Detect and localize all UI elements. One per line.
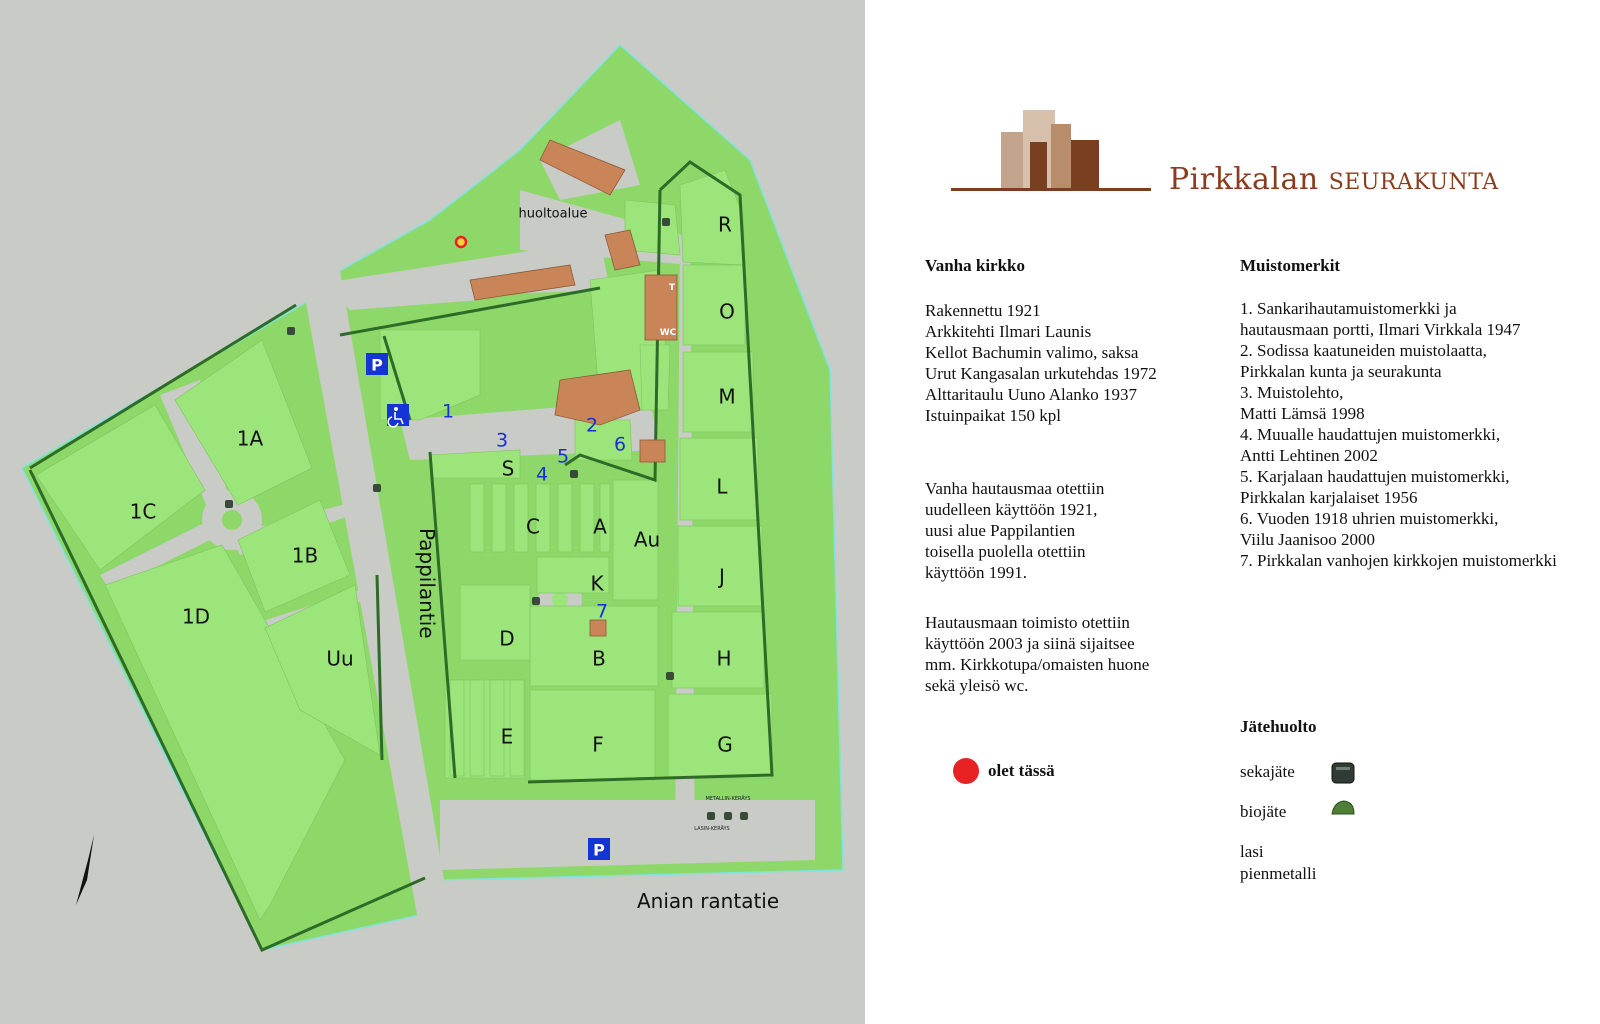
waste-bio-label: biojäte	[1240, 802, 1287, 821]
section-label-l: L	[716, 474, 728, 499]
metal-recycling-label: METALLIN-KERÄYS	[705, 796, 751, 802]
service-area-label: huoltoalue	[518, 206, 588, 222]
toilet-label: WC	[659, 328, 677, 338]
mixed-waste-bin-icon	[1330, 760, 1356, 786]
church-facts	[925, 300, 1157, 426]
church-history-line: toisella puolella otettiin	[925, 542, 1086, 561]
memorials-list	[1240, 298, 1557, 571]
section-label-1b: 1B	[291, 543, 319, 568]
church-office-line: Hautausmaan toimisto otettiin	[925, 613, 1130, 632]
section-label-g: G	[717, 732, 733, 757]
you-are-here-label: olet tässä	[988, 761, 1055, 780]
waste-mixed-label: sekajäte	[1240, 762, 1295, 781]
church-history-line: käyttöön 1991.	[925, 563, 1027, 582]
church-fact-line: Istuinpaikat 150 kpl	[925, 406, 1061, 425]
memorial-number-5: 5	[556, 445, 570, 468]
glass-recycling-label: LASIN-KERÄYS	[694, 826, 730, 832]
church-title: Vanha kirkko	[925, 256, 1026, 275]
svg-text:P: P	[371, 355, 383, 375]
church-fact-line: Alttaritaulu Uuno Alanko 1937	[925, 385, 1138, 404]
section-label-c: C	[526, 514, 540, 539]
section-label-m: M	[718, 384, 736, 409]
memorial-line: Antti Lehtinen 2002	[1240, 446, 1378, 465]
section-label-b: B	[592, 646, 606, 671]
memorial-line: Pirkkalan kunta ja seurakunta	[1240, 362, 1442, 381]
waste-title: Jätehuolto	[1240, 717, 1317, 736]
church-history-line: uusi alue Pappilantien	[925, 521, 1076, 540]
section-label-1d: 1D	[181, 604, 211, 629]
section-label-a: A	[593, 514, 607, 539]
memorial-line: 4. Muualle haudattujen muistomerkki,	[1240, 425, 1501, 444]
memorial-number-3: 3	[495, 429, 509, 452]
legend-panel	[865, 0, 1600, 1024]
church-history-line: Vanha hautausmaa otettiin	[925, 479, 1105, 498]
section-label-k: K	[590, 571, 604, 596]
section-label-1c: 1C	[129, 499, 157, 524]
section-label-1a: 1A	[236, 426, 264, 451]
church-fact-line: Kellot Bachumin valimo, saksa	[925, 343, 1139, 362]
memorial-line: 5. Karjalaan haudattujen muistomerkki,	[1240, 467, 1510, 486]
memorial-number-4: 4	[535, 463, 549, 486]
section-label-d: D	[499, 626, 515, 651]
brand-name	[1169, 162, 1499, 197]
church-history-line: uudelleen käyttöön 1921,	[925, 500, 1098, 519]
section-label-h: H	[716, 646, 732, 671]
memorial-number-2: 2	[585, 414, 599, 437]
memorial-line: hautausmaan portti, Ilmari Virkkala 1947	[1240, 320, 1521, 339]
memorial-line: 7. Pirkkalan vanhojen kirkkojen muistomerkki	[1240, 551, 1557, 570]
street-south-label: Anian rantatie	[637, 889, 780, 913]
section-label-o: O	[719, 299, 735, 324]
toilet-t-label: T	[668, 283, 676, 293]
you-are-here-marker	[456, 237, 466, 247]
section-label-uu: Uu	[326, 646, 354, 671]
parking-sign-north	[366, 353, 388, 375]
memorial-line: Viilu Jaanisoo 2000	[1240, 530, 1375, 549]
church-office-line: mm. Kirkkotupa/omaisten huone	[925, 655, 1150, 674]
church-office	[925, 612, 1149, 696]
section-label-au: Au	[633, 527, 661, 552]
church-fact-line: Arkkitehti Ilmari Launis	[925, 322, 1092, 341]
church-fact-line: Urut Kangasalan urkutehdas 1972	[925, 364, 1157, 383]
church-fact-line: Rakennettu 1921	[925, 301, 1041, 320]
section-label-s: S	[501, 456, 515, 481]
memorial-line: Pirkkalan karjalaiset 1956	[1240, 488, 1418, 507]
you-are-here-dot	[953, 758, 979, 784]
section-label-r: R	[718, 212, 732, 237]
parish-logo	[951, 110, 1151, 200]
section-label-j: J	[719, 564, 725, 589]
accessible-parking-icon	[387, 404, 409, 427]
street-main-label: Pappilantie	[415, 528, 439, 639]
waste-metal-label: pienmetalli	[1240, 864, 1317, 883]
memorials-title: Muistomerkit	[1240, 256, 1341, 275]
memorial-line: Matti Lämsä 1998	[1240, 404, 1365, 423]
memorial-line: 6. Vuoden 1918 uhrien muistomerkki,	[1240, 509, 1499, 528]
section-label-f: F	[592, 732, 604, 757]
north-arrow-icon	[76, 835, 94, 905]
memorial-line: 1. Sankarihautamuistomerkki ja	[1240, 299, 1457, 318]
memorial-line: 3. Muistolehto,	[1240, 383, 1344, 402]
svg-text:P: P	[593, 840, 605, 860]
section-label-e: E	[500, 724, 514, 749]
memorial-number-6: 6	[613, 433, 627, 456]
memorial-line: 2. Sodissa kaatuneiden muistolaatta,	[1240, 341, 1487, 360]
memorial-number-7: 7	[595, 600, 609, 623]
bio-waste-bin-icon	[1330, 798, 1356, 818]
brand-name-main: Pirkkalan	[1169, 162, 1319, 197]
church-history	[925, 478, 1104, 583]
waste-glass-label: lasi	[1240, 842, 1264, 861]
church-office-line: käyttöön 2003 ja siinä sijaitsee	[925, 634, 1135, 653]
memorial-number-1: 1	[441, 400, 455, 423]
church-office-line: sekä yleisö wc.	[925, 676, 1029, 695]
parking-sign-south	[588, 838, 610, 860]
brand-name-sub: SEURAKUNTA	[1328, 170, 1499, 195]
